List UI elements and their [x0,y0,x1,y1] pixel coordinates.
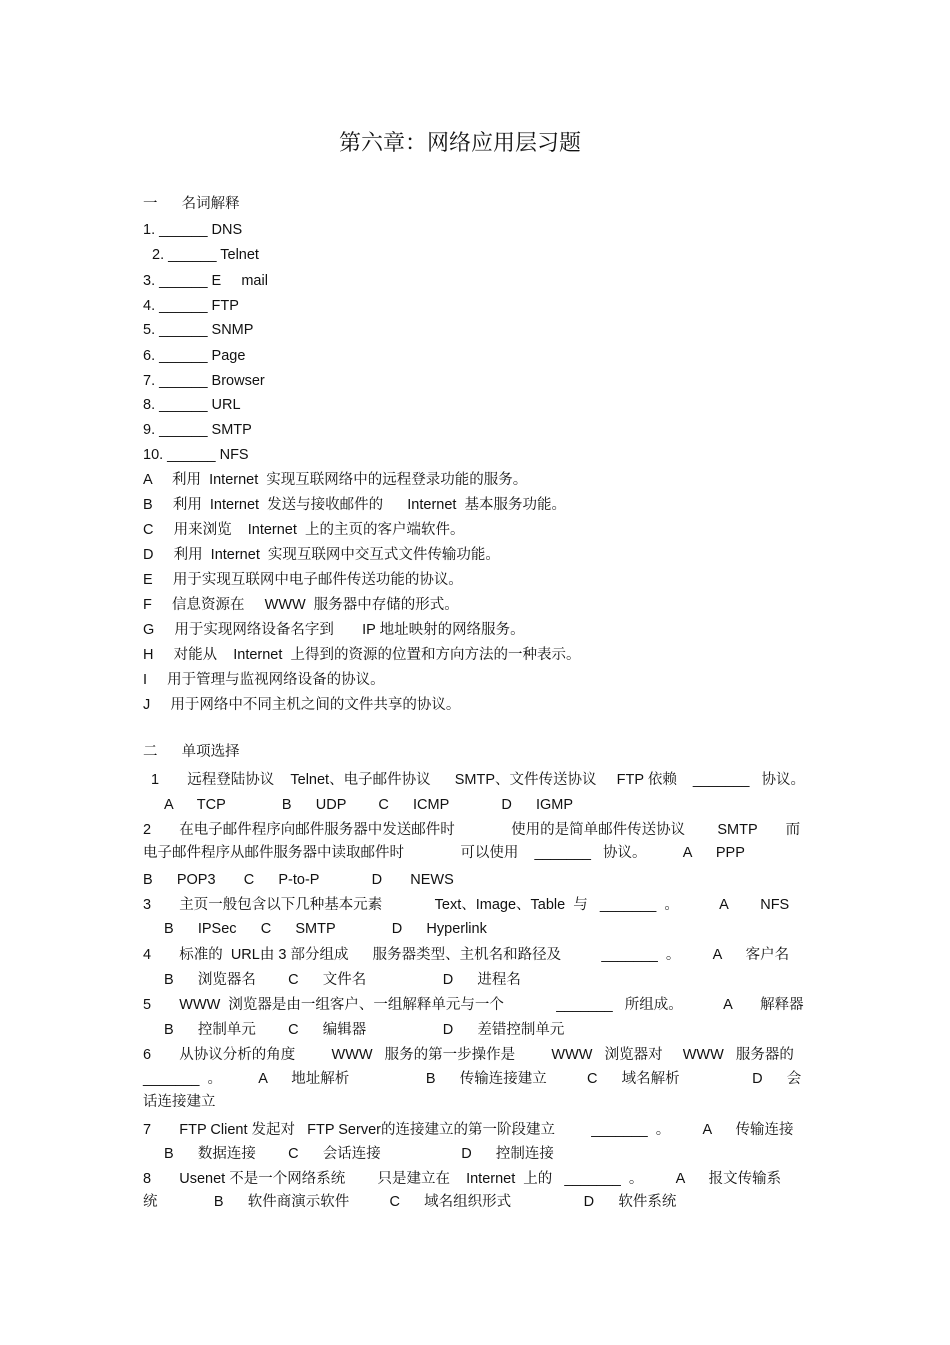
definition-item: J 用于网络中不同主机之间的文件共享的协议。 [143,697,461,713]
question-options: 统 B 软件商演示软件 C 域名组织形式 D 软件系统 [143,1194,677,1210]
definition-item: D 利用 Internet 实现互联网中交互式文件传输功能。 [143,547,500,563]
question-options: B POP3 C P-to-P D NEWS [143,872,454,888]
question-line: 7 FTP Client 发起对 FTP Server的连接建立的第一阶段建立 _______ 。 A 传输连接 [143,1122,794,1138]
definition-item: A 利用 Internet 实现互联网络中的远程登录功能的服务。 [143,472,528,488]
question-line: 6 从协议分析的角度 WWW 服务的第一步操作是 WWW 浏览器对 WWW 服务器的 [143,1047,794,1063]
question-line: 8 Usenet 不是一个网络系统 只是建立在 Internet 上的 _______ 。 A 报文传输系 [143,1171,782,1187]
definition-item: G 用于实现网络设备名字到 IP 地址映射的网络服务。 [143,622,525,638]
term-item: 8. ______ URL [143,397,241,413]
question-line: 2 在电子邮件程序向邮件服务器中发送邮件时 使用的是简单邮件传送协议 SMTP 而 [143,822,801,838]
definition-item: C 用来浏览 Internet 上的主页的客户端软件。 [143,522,465,538]
page-title: 第六章：网络应用层习题 [338,131,581,156]
question-options: _______ 。 A 地址解析 B 传输连接建立 C 域名解析 D 会 [143,1071,802,1087]
term-item: 10. ______ NFS [143,447,249,463]
term-item: 6. ______ Page [143,348,246,364]
term-item: 9. ______ SMTP [143,422,252,438]
question-options: B 浏览器名 C 文件名 D 进程名 [164,972,521,988]
question-line: 4 标准的 URL由 3 部分组成 服务器类型、主机名和路径及 _______ 。 A 客户名 [143,947,790,963]
question-options: A TCP B UDP C ICMP D IGMP [164,797,574,813]
definition-item: E 用于实现互联网中电子邮件传送功能的协议。 [143,572,463,588]
question-options: B IPSec C SMTP D Hyperlink [164,921,487,937]
question-line: 3 主页一般包含以下几种基本元素 Text、Image、Table 与 _______ 。 A NFS [143,897,790,913]
section-heading-choice: 二 单项选择 [143,744,240,760]
term-item: 2. ______ Telnet [152,247,259,263]
question-line: 5 WWW 浏览器是由一组客户、一组解释单元与一个 _______ 所组成。 A 解释器 [143,997,804,1013]
term-item: 5. ______ SNMP [143,322,254,338]
definition-item: I 用于管理与监视网络设备的协议。 [143,672,385,688]
definition-item: F 信息资源在 WWW 服务器中存储的形式。 [143,597,459,613]
question-options: 话连接建立 [143,1094,216,1110]
term-item: 7. ______ Browser [143,373,265,389]
term-item: 3. ______ E mail [143,273,268,289]
question-options: B 控制单元 C 编辑器 D 差错控制单元 [164,1022,565,1038]
question-options: B 数据连接 C 会话连接 D 控制连接 [164,1146,554,1162]
term-item: 4. ______ FTP [143,298,239,314]
definition-item: B 利用 Internet 发送与接收邮件的 Internet 基本服务功能。 [143,497,566,513]
question-line: 电子邮件程序从邮件服务器中读取邮件时 可以使用 _______ 协议。 A PPP [143,845,745,861]
section-heading-terms: 一 名词解释 [143,196,240,212]
term-item: 1. ______ DNS [143,222,243,238]
question-line: 1 远程登陆协议 Telnet、电子邮件协议 SMTP、文件传送协议 FTP 依赖 _______ 协议。 [151,772,805,788]
definition-item: H 对能从 Internet 上得到的资源的位置和方向方法的一种表示。 [143,647,581,663]
